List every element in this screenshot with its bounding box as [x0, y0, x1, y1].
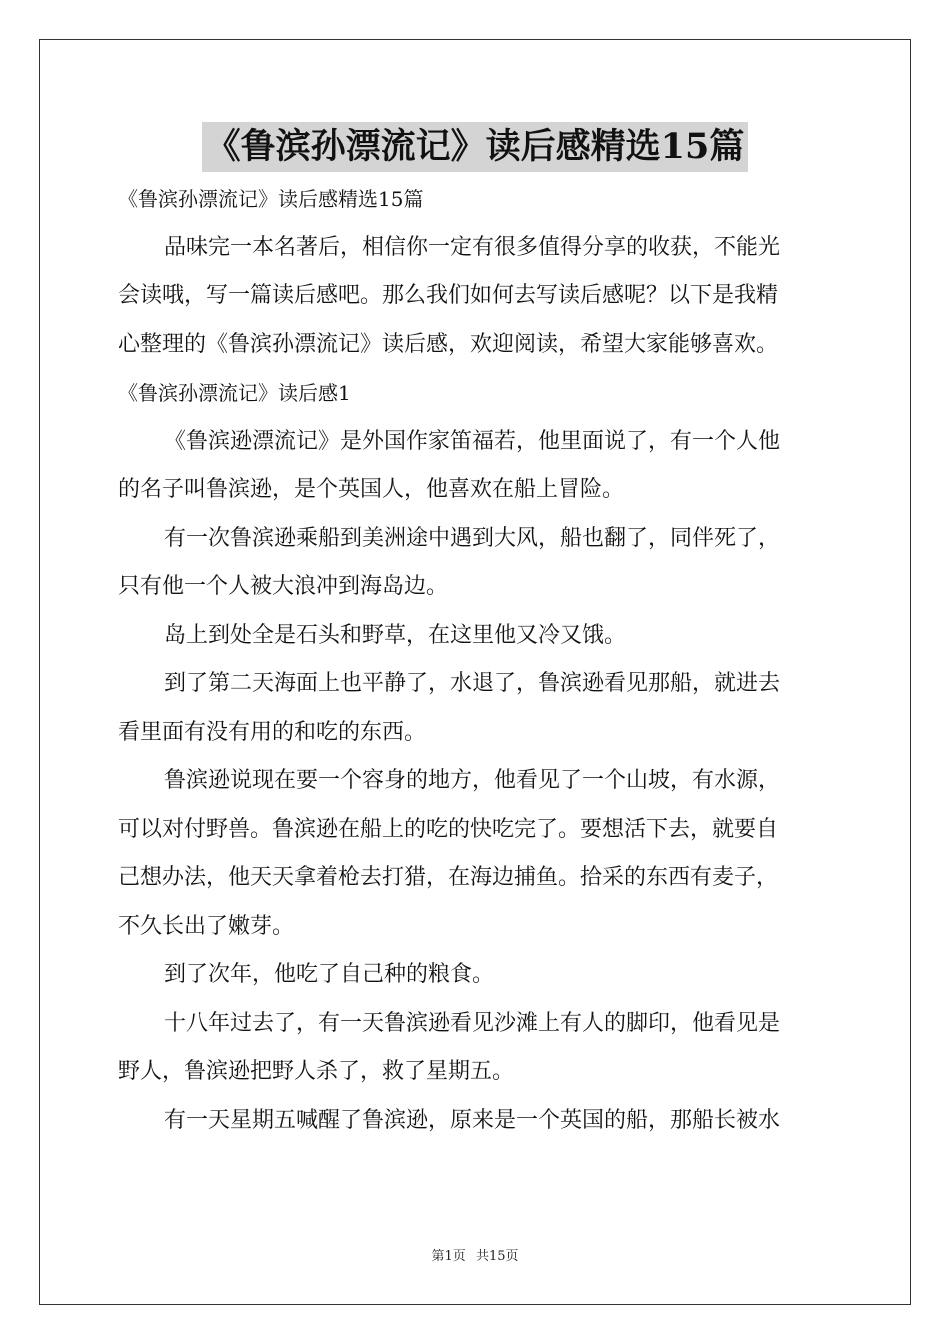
text-line: 己想办法，他天天拿着枪去打猎，在海边捕鱼。拾采的东西有麦子，	[118, 865, 779, 890]
text-line: 到了次年，他吃了自己种的粮食。	[164, 962, 495, 987]
section-heading: 《鲁滨孙漂流记》读后感1	[118, 381, 351, 405]
text-line: 野人，鲁滨逊把野人杀了，救了星期五。	[118, 1059, 515, 1084]
page-number: 第1页	[431, 1249, 466, 1264]
text-line: 只有他一个人被大浪冲到海岛边。	[118, 574, 449, 599]
text-line: 不久长出了嫩芽。	[118, 913, 295, 939]
text-line: 有一天星期五喊醒了鲁滨逊，原来是一个英国的船，那船长被水	[164, 1107, 781, 1133]
text-line: 十八年过去了，有一天鲁滨逊看见沙滩上有人的脚印，他看见是	[164, 1010, 781, 1036]
title-container	[0, 122, 950, 172]
page-footer	[0, 1248, 950, 1266]
text-line: 《鲁滨逊漂流记》是外国作家笛福若，他里面说了，有一个人他	[164, 428, 781, 454]
text-line: 可以对付野兽。鲁滨逊在船上的吃的快吃完了。要想活下去，就要自	[118, 816, 779, 842]
text-line: 岛上到处全是石头和野草，在这里他又冷又饿。	[164, 622, 627, 648]
text-line: 心整理的《鲁滨孙漂流记》读后感，欢迎阅读，希望大家能够喜欢。	[118, 331, 779, 357]
total-pages: 共15页	[475, 1249, 519, 1264]
text-line: 会读哦，写一篇读后感吧。那么我们如何去写读后感呢？以下是我精	[118, 283, 779, 308]
section-heading: 《鲁滨孙漂流记》读后感精选15篇	[118, 187, 424, 211]
text-line: 到了第二天海面上也平静了，水退了，鲁滨逊看见那船，就进去	[164, 671, 781, 696]
text-line: 的名子叫鲁滨逊，是个英国人，他喜欢在船上冒险。	[118, 477, 625, 502]
document-title: 《鲁滨孙漂流记》读后感精选15篇	[202, 122, 749, 172]
text-line: 鲁滨逊说现在要一个容身的地方，他看见了一个山坡，有水源，	[164, 768, 781, 793]
text-line: 有一次鲁滨逊乘船到美洲途中遇到大风，船也翻了，同伴死了，	[164, 525, 781, 551]
text-line: 看里面有没有用的和吃的东西。	[118, 719, 427, 745]
text-line: 品味完一本名著后，相信你一定有很多值得分享的收获，不能光	[164, 234, 781, 260]
document-body	[118, 175, 834, 1145]
